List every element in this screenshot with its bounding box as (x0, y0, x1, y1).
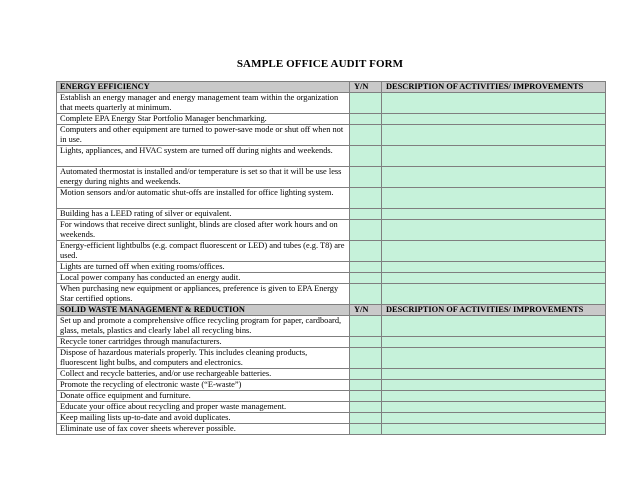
yn-cell[interactable] (350, 337, 382, 348)
description-cell[interactable] (382, 316, 606, 337)
table-row (57, 369, 606, 380)
yn-cell[interactable] (350, 209, 382, 220)
yn-column-header: Y/N (350, 82, 382, 93)
description-cell[interactable] (382, 188, 606, 209)
audit-item: Establish an energy manager and energy management team within the organization that meets quarterly at minimum. (57, 93, 350, 114)
yn-cell[interactable] (350, 369, 382, 380)
audit-item: Promote the recycling of electronic waste (“E-waste”) (57, 380, 350, 391)
audit-item: Keep mailing lists up-to-date and avoid duplicates. (57, 413, 350, 424)
description-cell[interactable] (382, 337, 606, 348)
yn-cell[interactable] (350, 273, 382, 284)
audit-item: Dispose of hazardous materials properly. This includes cleaning products, fluorescent light bulbs, and computers and electronics. (57, 348, 350, 369)
table-row (57, 413, 606, 424)
table-row (57, 167, 606, 188)
description-cell[interactable] (382, 284, 606, 305)
audit-item: Lights, appliances, and HVAC system are turned off during nights and weekends. (57, 146, 350, 167)
audit-item: Computers and other equipment are turned to power-save mode or shut off when not in use. (57, 125, 350, 146)
audit-item: Recycle toner cartridges through manufacturers. (57, 337, 350, 348)
audit-item: Donate office equipment and furniture. (57, 391, 350, 402)
table-row (57, 262, 606, 273)
section-heading: SOLID WASTE MANAGEMENT & REDUCTION (57, 305, 350, 316)
table-row (57, 348, 606, 369)
description-column-header: DESCRIPTION OF ACTIVITIES/ IMPROVEMENTS (382, 82, 606, 93)
description-cell[interactable] (382, 391, 606, 402)
description-cell[interactable] (382, 262, 606, 273)
description-cell[interactable] (382, 424, 606, 435)
audit-item: Energy-efficient lightbulbs (e.g. compact fluorescent or LED) and tubes (e.g. T8) are used. (57, 241, 350, 262)
yn-cell[interactable] (350, 413, 382, 424)
yn-cell[interactable] (350, 93, 382, 114)
yn-cell[interactable] (350, 402, 382, 413)
table-row (57, 146, 606, 167)
table-row (57, 188, 606, 209)
yn-cell[interactable] (350, 424, 382, 435)
description-cell[interactable] (382, 125, 606, 146)
audit-item: Set up and promote a comprehensive office recycling program for paper, cardboard, glass, metals, plastics and clearly label all recycling bins. (57, 316, 350, 337)
yn-cell[interactable] (350, 284, 382, 305)
yn-cell[interactable] (350, 391, 382, 402)
audit-item: When purchasing new equipment or appliances, preference is given to EPA Energy Star certified options. (57, 284, 350, 305)
audit-item: Complete EPA Energy Star Portfolio Manager benchmarking. (57, 114, 350, 125)
audit-item: Local power company has conducted an energy audit. (57, 273, 350, 284)
table-row (57, 380, 606, 391)
audit-item: Lights are turned off when exiting rooms/offices. (57, 262, 350, 273)
description-cell[interactable] (382, 167, 606, 188)
yn-cell[interactable] (350, 220, 382, 241)
description-cell[interactable] (382, 402, 606, 413)
table-row (57, 316, 606, 337)
table-row (57, 391, 606, 402)
table-row (57, 337, 606, 348)
section-header-solid-waste (57, 305, 606, 316)
yn-cell[interactable] (350, 241, 382, 262)
description-cell[interactable] (382, 241, 606, 262)
description-column-header: DESCRIPTION OF ACTIVITIES/ IMPROVEMENTS (382, 305, 606, 316)
description-cell[interactable] (382, 348, 606, 369)
section-heading: ENERGY EFFICIENCY (57, 82, 350, 93)
yn-cell[interactable] (350, 380, 382, 391)
description-cell[interactable] (382, 369, 606, 380)
yn-column-header: Y/N (350, 305, 382, 316)
description-cell[interactable] (382, 220, 606, 241)
table-row (57, 241, 606, 262)
audit-item: For windows that receive direct sunlight, blinds are closed after work hours and on weekends. (57, 220, 350, 241)
description-cell[interactable] (382, 209, 606, 220)
table-row (57, 114, 606, 125)
audit-item: Motion sensors and/or automatic shut-offs are installed for office lighting system. (57, 188, 350, 209)
description-cell[interactable] (382, 114, 606, 125)
table-row (57, 424, 606, 435)
description-cell[interactable] (382, 413, 606, 424)
yn-cell[interactable] (350, 262, 382, 273)
yn-cell[interactable] (350, 146, 382, 167)
table-row (57, 209, 606, 220)
table-row (57, 220, 606, 241)
audit-table (56, 81, 606, 435)
yn-cell[interactable] (350, 188, 382, 209)
audit-item: Collect and recycle batteries, and/or use rechargeable batteries. (57, 369, 350, 380)
yn-cell[interactable] (350, 125, 382, 146)
yn-cell[interactable] (350, 348, 382, 369)
yn-cell[interactable] (350, 167, 382, 188)
audit-item: Automated thermostat is installed and/or temperature is set so that it will be use less energy during nights and weekends. (57, 167, 350, 188)
yn-cell[interactable] (350, 316, 382, 337)
table-row (57, 125, 606, 146)
audit-item: Eliminate use of fax cover sheets wherever possible. (57, 424, 350, 435)
description-cell[interactable] (382, 273, 606, 284)
description-cell[interactable] (382, 380, 606, 391)
audit-item: Educate your office about recycling and proper waste management. (57, 402, 350, 413)
table-row (57, 402, 606, 413)
audit-item: Building has a LEED rating of silver or equivalent. (57, 209, 350, 220)
description-cell[interactable] (382, 93, 606, 114)
yn-cell[interactable] (350, 114, 382, 125)
form-title: SAMPLE OFFICE AUDIT FORM (236, 58, 404, 70)
section-header-energy (57, 82, 606, 93)
table-row (57, 93, 606, 114)
table-row (57, 284, 606, 305)
table-row (57, 273, 606, 284)
description-cell[interactable] (382, 146, 606, 167)
